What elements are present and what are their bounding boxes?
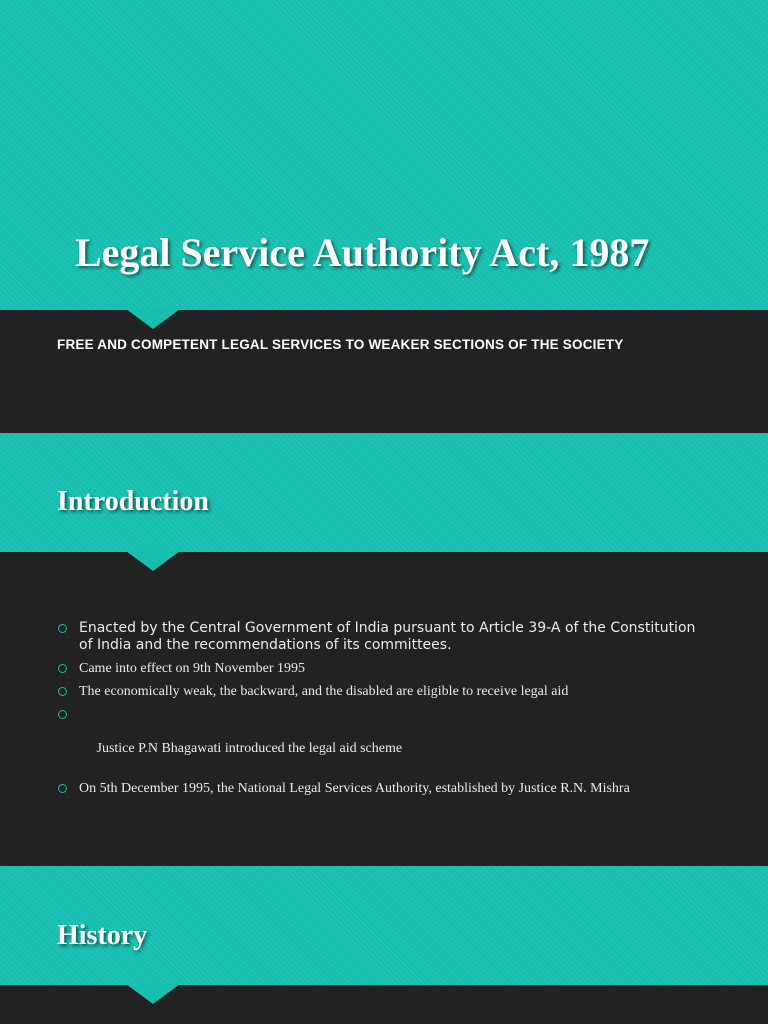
list-item: The economically weak, the backward, and the disabled are eligible to receive legal aid <box>58 683 708 700</box>
circle-bullet-icon <box>58 710 67 719</box>
list-item: On 5th December 1995, the National Legal Services Authority, established by Justice R.N. Mishra <box>58 780 708 797</box>
banner-notch <box>126 984 180 1004</box>
slide-subtitle: FREE AND COMPETENT LEGAL SERVICES TO WEAKER SECTIONS OF THE SOCIETY <box>57 337 624 352</box>
circle-bullet-icon <box>58 784 67 793</box>
banner-notch <box>126 551 180 571</box>
circle-bullet-icon <box>58 624 67 633</box>
circle-bullet-icon <box>58 687 67 696</box>
circle-bullet-icon <box>58 664 67 673</box>
list-item: Enacted by the Central Government of India pursuant to Article 39-A of the Constitution of India and the recommendations of its committees. <box>58 620 708 654</box>
introduction-heading: Introduction <box>57 486 209 517</box>
history-heading: History <box>57 920 148 951</box>
slide-title: Legal Service Authority Act, 1987 <box>75 230 650 275</box>
banner-notch <box>126 309 180 329</box>
title-slide-body <box>0 310 768 433</box>
history-body <box>0 985 768 1024</box>
list-item: Came into effect on 9th November 1995 <box>58 660 708 677</box>
list-item: Justice P.N Bhagawati introduced the legal aid scheme <box>58 706 708 774</box>
introduction-bullet-list <box>58 620 708 803</box>
